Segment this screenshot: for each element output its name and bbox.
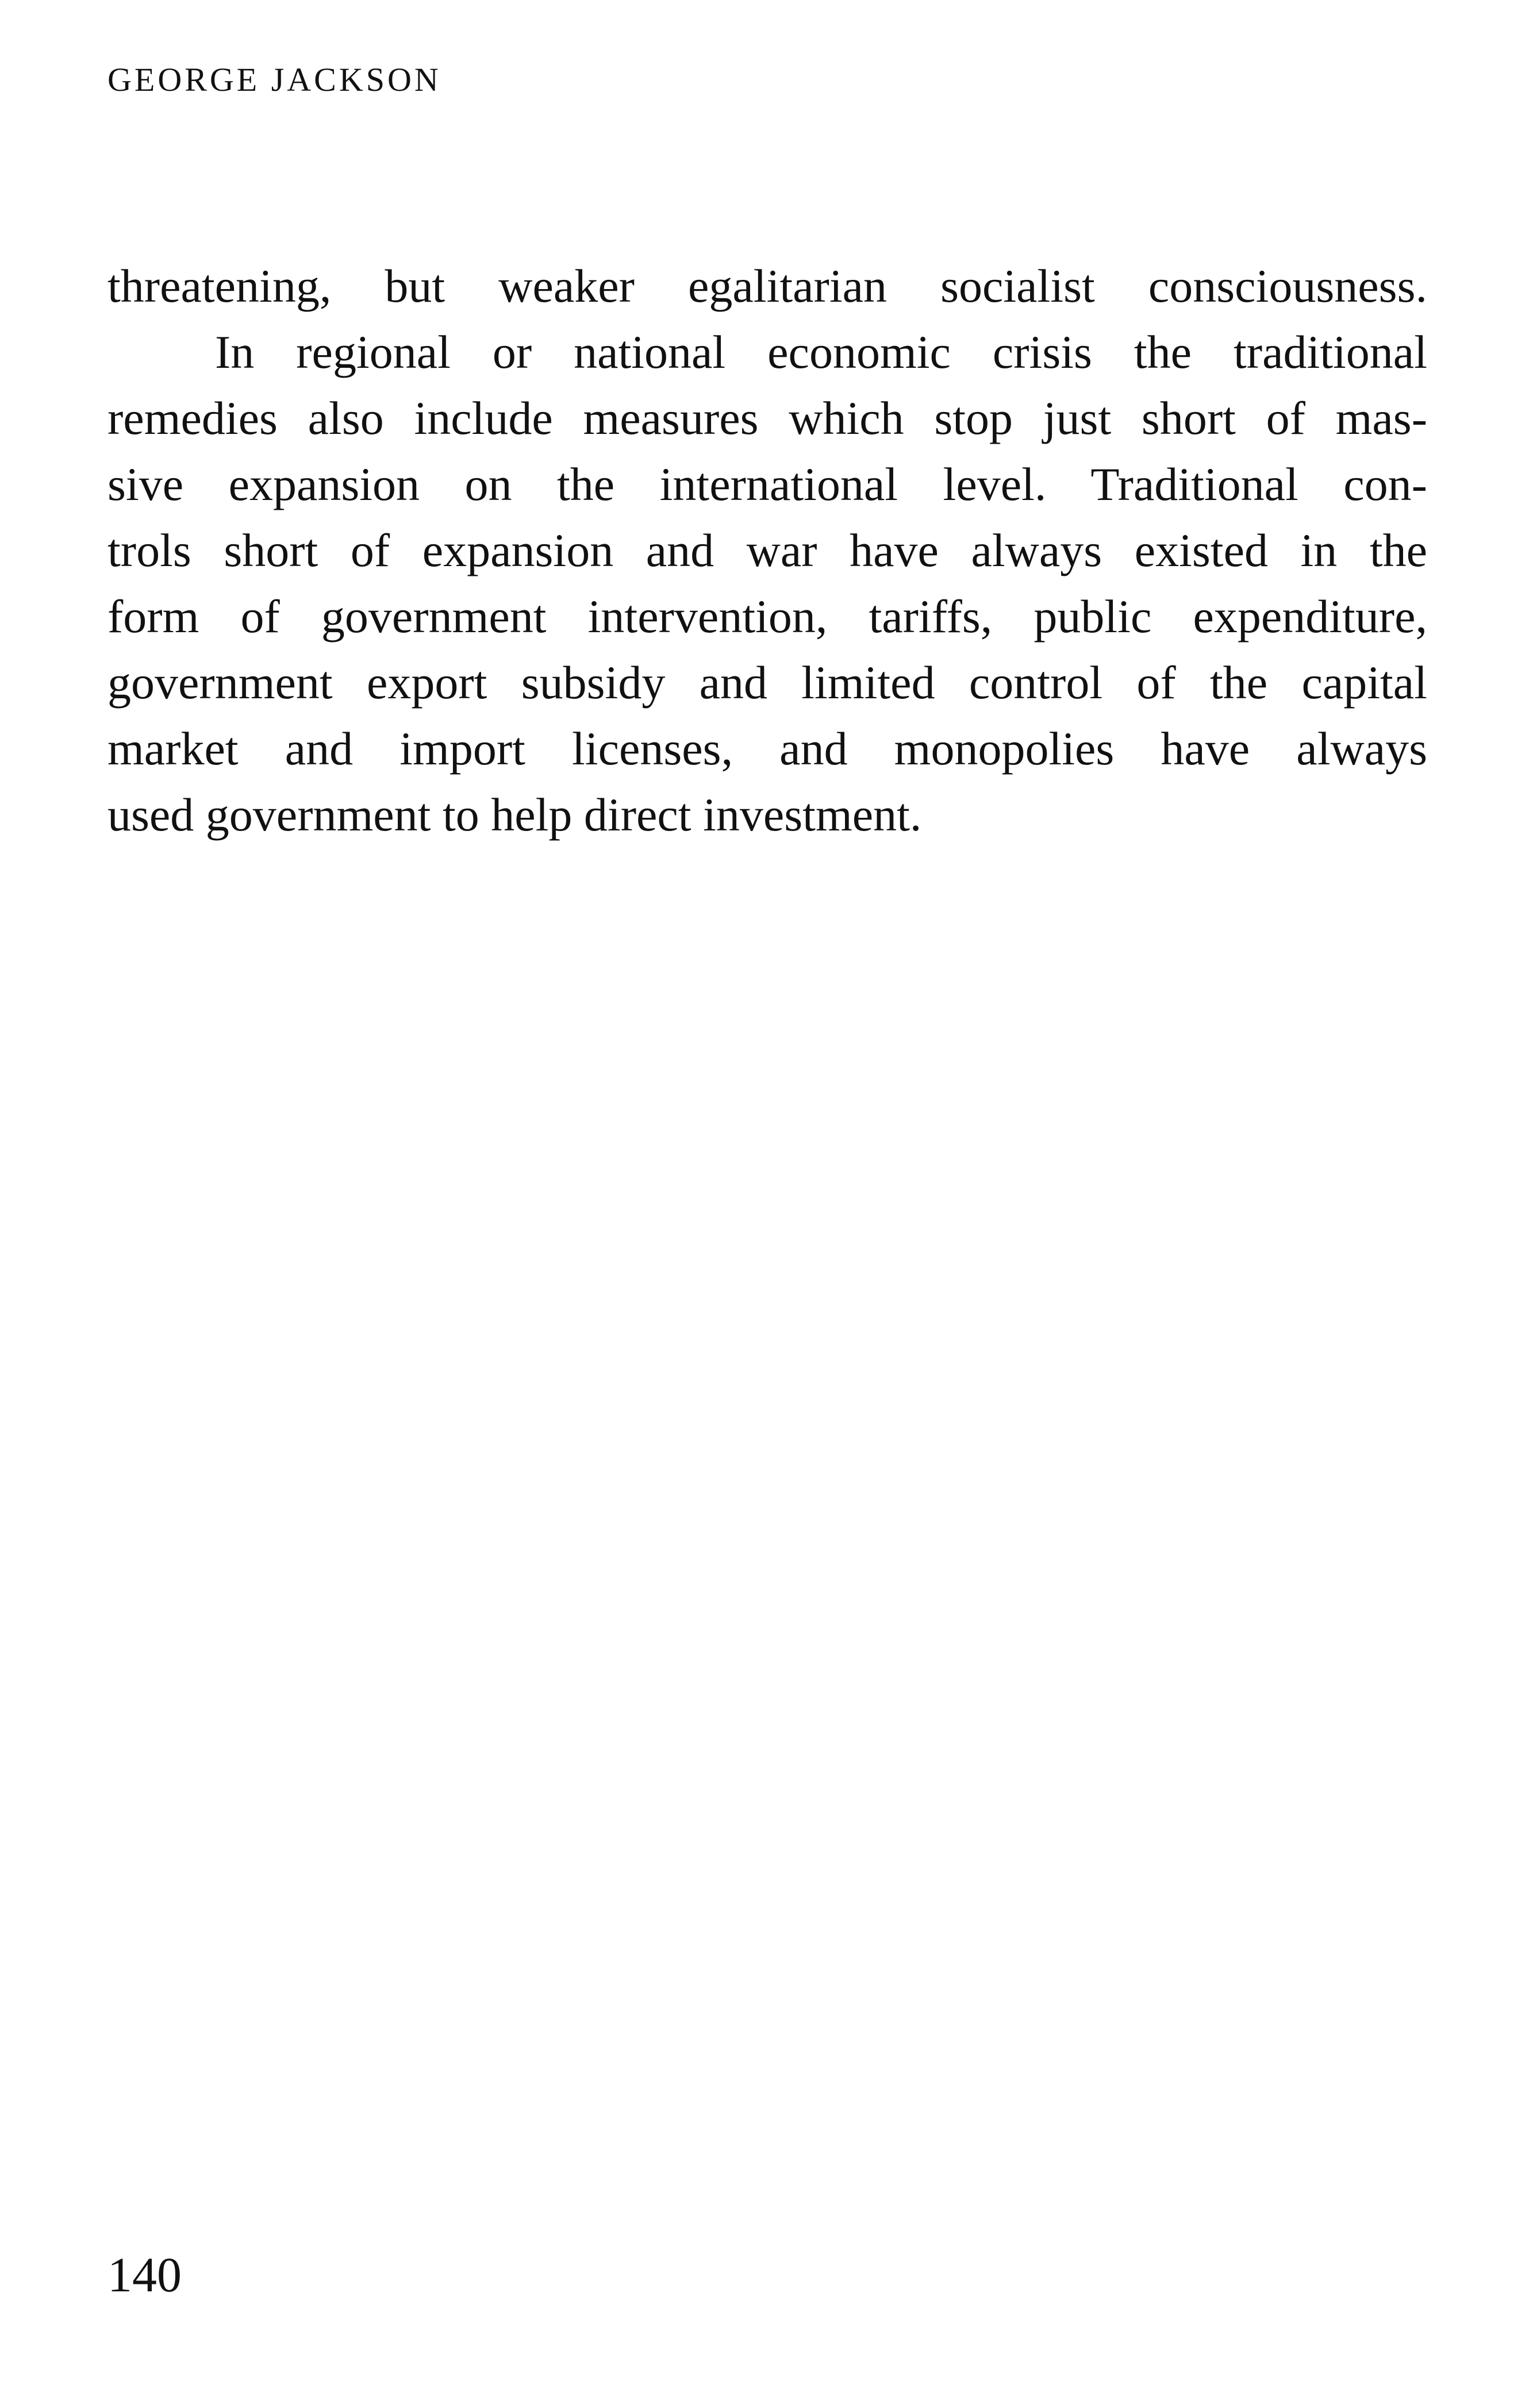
body-text [107, 253, 1427, 848]
text-line: government export subsidy and limited control of the capital [107, 656, 1427, 709]
text-line: form of government intervention, tariffs, public expenditure, [107, 590, 1427, 643]
text-line: trols short of expansion and war have always existed in the [107, 524, 1427, 576]
page-number: 140 [107, 2247, 182, 2302]
running-head: GEORGE JACKSON [107, 61, 441, 98]
text-line: remedies also include measures which stop just short of mas- [107, 392, 1427, 444]
text-line: In regional or national economic crisis the traditional [215, 326, 1427, 378]
text-line: sive expansion on the international level. Traditional con- [107, 458, 1427, 510]
text-line: threatening, but weaker egalitarian socialist consciousness. [107, 260, 1427, 312]
text-line: used government to help direct investment. [107, 788, 922, 841]
text-line: market and import licenses, and monopolies have always [107, 722, 1427, 775]
